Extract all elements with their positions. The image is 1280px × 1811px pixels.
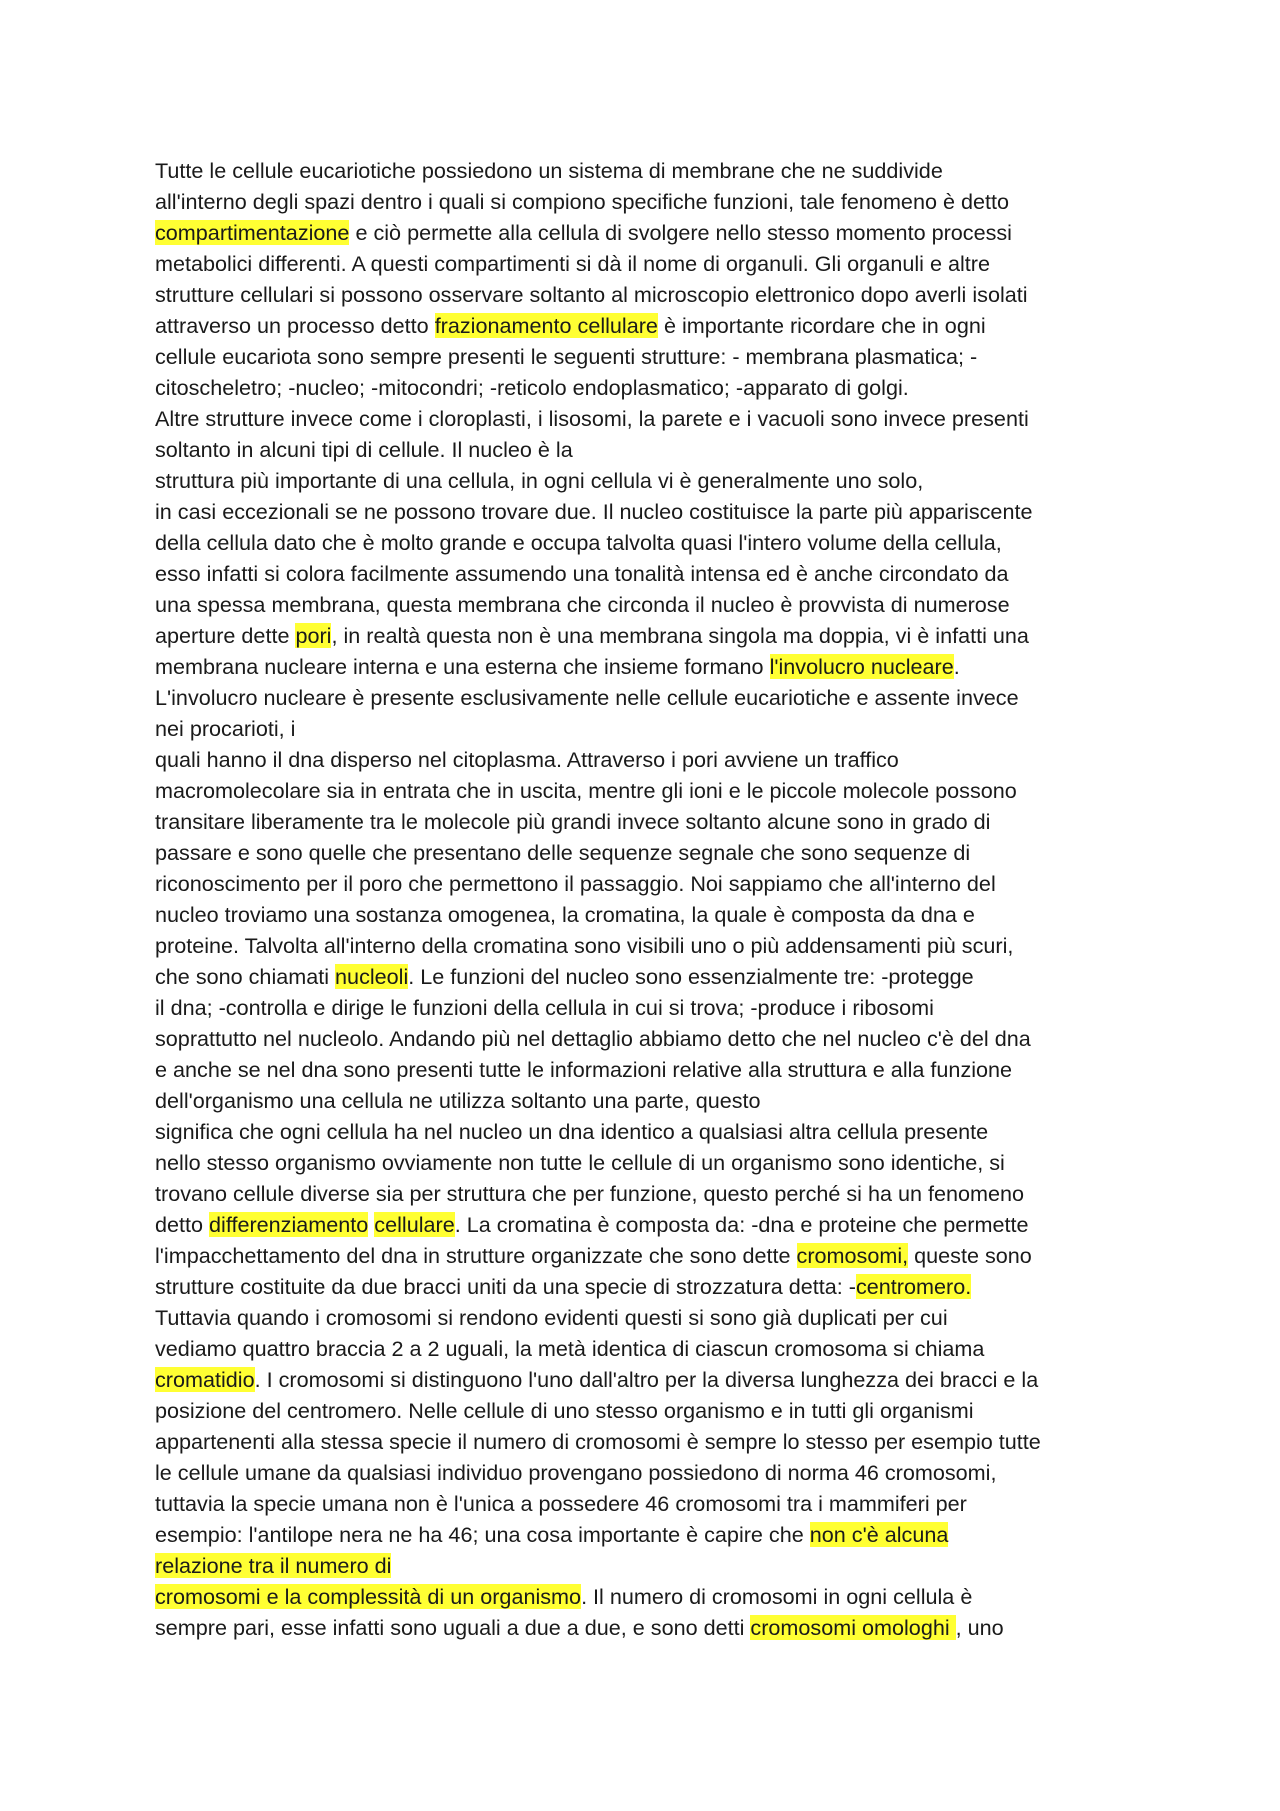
body-text: metabolici differenti. A questi compartimenti si dà il nome di organuli. Gli organuli e altre (155, 251, 990, 276)
text-line (155, 868, 1155, 899)
body-text: . (953, 654, 960, 679)
text-line (155, 837, 1155, 868)
text-line (155, 558, 1155, 589)
text-line (155, 217, 1155, 248)
text-line (155, 651, 1155, 682)
text-line (155, 744, 1155, 775)
body-text: , in realtà questa non è una membrana singola ma doppia, vi è infatti una (331, 623, 1029, 648)
body-text: tuttavia la specie umana non è l'unica a possedere 46 cromosomi tra i mammiferi per (155, 1491, 967, 1516)
body-text: e ciò permette alla cellula di svolgere nello stesso momento processi (349, 220, 1012, 245)
body-text: in casi eccezionali se ne possono trovare due. Il nucleo costituisce la parte più appariscente (155, 499, 1033, 524)
text-line (155, 1178, 1155, 1209)
body-text: aperture dette (155, 623, 296, 648)
text-line (155, 434, 1155, 465)
body-text: Tuttavia quando i cromosomi si rendono evidenti questi si sono già duplicati per cui (155, 1305, 948, 1330)
body-text: struttura più importante di una cellula, in ogni cellula vi è generalmente uno solo, (155, 468, 924, 493)
text-line (155, 1426, 1155, 1457)
text-line (155, 1271, 1155, 1302)
highlighted-text: relazione tra il numero di (155, 1553, 392, 1578)
text-line (155, 1023, 1155, 1054)
body-text: le cellule umane da qualsiasi individuo provengano possiedono di norma 46 cromosomi, (155, 1460, 997, 1485)
body-text: all'interno degli spazi dentro i quali si compiono specifiche funzioni, tale fenomeno è detto (155, 189, 1009, 214)
body-text: . I cromosomi si distinguono l'uno dall'altro per la diversa lunghezza dei bracci e la (254, 1367, 1039, 1392)
highlighted-text: centromero. (855, 1274, 972, 1299)
body-text: soltanto in alcuni tipi di cellule. Il nucleo è la (155, 437, 573, 462)
body-text: . Il numero di cromosomi in ogni cellula è (581, 1584, 973, 1609)
body-text: sempre pari, esse infatti sono uguali a due a due, e sono detti (155, 1615, 751, 1640)
text-line (155, 465, 1155, 496)
text-line (155, 1333, 1155, 1364)
body-text: Altre strutture invece come i cloroplasti, i lisosomi, la parete e i vacuoli sono invece presenti (155, 406, 1029, 431)
body-text: che sono chiamati (155, 964, 336, 989)
body-text: Tutte le cellule eucariotiche possiedono un sistema di membrane che ne suddivide (155, 158, 943, 183)
text-line (155, 1364, 1155, 1395)
body-text: detto (155, 1212, 210, 1237)
body-text: queste sono (908, 1243, 1032, 1268)
text-line (155, 1519, 1155, 1550)
text-line (155, 1488, 1155, 1519)
highlighted-text: non c'è alcuna (809, 1522, 949, 1547)
highlighted-text: cromatidio (155, 1367, 255, 1392)
text-line (155, 682, 1155, 713)
body-text: il dna; -controlla e dirige le funzioni della cellula in cui si trova; -produce i ribosomi (155, 995, 934, 1020)
body-text: L'involucro nucleare è presente esclusivamente nelle cellule eucariotiche e assente invece (155, 685, 1019, 710)
text-line (155, 1302, 1155, 1333)
text-line (155, 1581, 1155, 1612)
body-text: transitare liberamente tra le molecole più grandi invece soltanto alcune sono in grado di (155, 809, 991, 834)
body-text: una spessa membrana, questa membrana che circonda il nucleo è provvista di numerose (155, 592, 1010, 617)
text-line (155, 310, 1155, 341)
body-text: soprattutto nel nucleolo. Andando più nel dettaglio abbiamo detto che nel nucleo c'è del dna (155, 1026, 1031, 1051)
text-line (155, 279, 1155, 310)
body-text: è importante ricordare che in ogni (657, 313, 986, 338)
highlighted-text: cellulare (374, 1212, 455, 1237)
highlighted-text: compartimentazione (155, 220, 350, 245)
text-line (155, 403, 1155, 434)
text-line (155, 1054, 1155, 1085)
text-line (155, 1116, 1155, 1147)
text-line (155, 527, 1155, 558)
body-text: nello stesso organismo ovviamente non tutte le cellule di un organismo sono identiche, si (155, 1150, 1005, 1175)
highlighted-text: cromosomi, (796, 1243, 909, 1268)
body-text: cellule eucariota sono sempre presenti le seguenti strutture: - membrana plasmatica; - (155, 344, 978, 369)
text-line (155, 620, 1155, 651)
text-line (155, 1457, 1155, 1488)
text-line (155, 1147, 1155, 1178)
text-line (155, 806, 1155, 837)
body-text: macromolecolare sia in entrata che in uscita, mentre gli ioni e le piccole molecole possono (155, 778, 1017, 803)
body-text: . Le funzioni del nucleo sono essenzialmente tre: -protegge (408, 964, 974, 989)
text-line (155, 992, 1155, 1023)
body-text: trovano cellule diverse sia per struttura che per funzione, questo perché si ha un fenomeno (155, 1181, 1025, 1206)
text-line (155, 589, 1155, 620)
body-text: . La cromatina è composta da: -dna e proteine che permette (454, 1212, 1029, 1237)
body-text: , uno (955, 1615, 1004, 1640)
body-text: citoscheletro; -nucleo; -mitocondri; -reticolo endoplasmatico; -apparato di golgi. (155, 375, 909, 400)
body-text: nei procarioti, i (155, 716, 296, 741)
body-text: proteine. Talvolta all'interno della cromatina sono visibili uno o più addensamenti più scuri, (155, 933, 1014, 958)
body-text: attraverso un processo detto (155, 313, 435, 338)
text-line (155, 1240, 1155, 1271)
text-line (155, 1085, 1155, 1116)
text-line (155, 713, 1155, 744)
body-text: dell'organismo una cellula ne utilizza soltanto una parte, questo (155, 1088, 761, 1113)
highlighted-text: cromosomi e la complessità di un organismo (155, 1584, 582, 1609)
body-text: significa che ogni cellula ha nel nucleo un dna identico a qualsiasi altra cellula presente (155, 1119, 989, 1144)
highlighted-text: l'involucro nucleare (769, 654, 954, 679)
body-text: e anche se nel dna sono presenti tutte le informazioni relative alla struttura e alla funzione (155, 1057, 1013, 1082)
body-text: strutture costituite da due bracci uniti da una specie di strozzatura detta: - (155, 1274, 856, 1299)
body-text: membrana nucleare interna e una esterna che insieme formano (155, 654, 770, 679)
text-line (155, 186, 1155, 217)
text-line (155, 1395, 1155, 1426)
highlighted-text: pori (295, 623, 332, 648)
text-line (155, 1612, 1155, 1643)
text-line (155, 775, 1155, 806)
text-line (155, 899, 1155, 930)
body-text: strutture cellulari si possono osservare soltanto al microscopio elettronico dopo averli isolati (155, 282, 1028, 307)
highlighted-text: differenziamento (209, 1212, 369, 1237)
text-line (155, 248, 1155, 279)
text-line (155, 961, 1155, 992)
body-text: posizione del centromero. Nelle cellule di uno stesso organismo e in tutti gli organismi (155, 1398, 974, 1423)
body-text: della cellula dato che è molto grande e occupa talvolta quasi l'intero volume della cellula, (155, 530, 1002, 555)
body-text: appartenenti alla stessa specie il numero di cromosomi è sempre lo stesso per esempio tutte (155, 1429, 1041, 1454)
text-line (155, 1209, 1155, 1240)
text-line (155, 1550, 1155, 1581)
body-text: vediamo quattro braccia 2 a 2 uguali, la metà identica di ciascun cromosoma si chiama (155, 1336, 985, 1361)
body-text: riconoscimento per il poro che permettono il passaggio. Noi sappiamo che all'interno del (155, 871, 996, 896)
body-text: passare e sono quelle che presentano delle sequenze segnale che sono sequenze di (155, 840, 971, 865)
body-text: esso infatti si colora facilmente assumendo una tonalità intensa ed è anche circondato da (155, 561, 1009, 586)
body-text: quali hanno il dna disperso nel citoplasma. Attraverso i pori avviene un traffico (155, 747, 899, 772)
body-text: l'impacchettamento del dna in strutture organizzate che sono dette (155, 1243, 797, 1268)
text-line (155, 496, 1155, 527)
highlighted-text: nucleoli (335, 964, 409, 989)
text-line (155, 930, 1155, 961)
document-body (155, 155, 1155, 1643)
highlighted-text: frazionamento cellulare (434, 313, 658, 338)
highlighted-text: cromosomi omologhi (750, 1615, 956, 1640)
body-text: nucleo troviamo una sostanza omogenea, la cromatina, la quale è composta da dna e (155, 902, 975, 927)
text-line (155, 155, 1155, 186)
text-line (155, 341, 1155, 372)
text-line (155, 372, 1155, 403)
body-text: esempio: l'antilope nera ne ha 46; una cosa importante è capire che (155, 1522, 810, 1547)
